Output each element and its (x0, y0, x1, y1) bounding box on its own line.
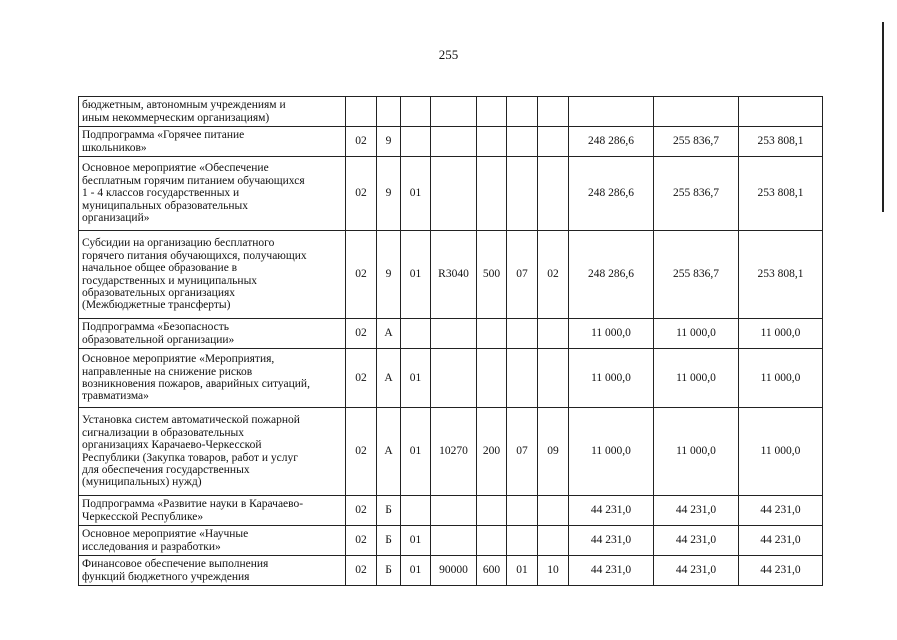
code-cell-c1: 02 (346, 496, 377, 526)
code-cell-c5: 200 (477, 408, 507, 496)
description-line: организациях Карачаево-Черкесской (82, 439, 262, 452)
amount-cell-v1: 248 286,6 (569, 157, 654, 231)
code-cell-c1: 02 (346, 349, 377, 408)
amount-cell-v1: 44 231,0 (569, 526, 654, 556)
description-line: горячего питания обучающихся, получающих (82, 249, 307, 262)
code-cell-c1: 02 (346, 408, 377, 496)
code-cell-c5 (477, 496, 507, 526)
table-row (79, 408, 823, 496)
code-cell-c4 (431, 319, 477, 349)
amount-cell-v3: 253 808,1 (739, 231, 823, 319)
row-description (79, 127, 346, 157)
code-cell-c4 (431, 97, 477, 127)
table-row (79, 556, 823, 586)
description-line: Черкесской Республике» (82, 510, 204, 523)
amount-cell-v1: 11 000,0 (569, 349, 654, 408)
description-line: для обеспечения государственных (82, 463, 250, 476)
code-cell-c5 (477, 127, 507, 157)
code-cell-c5 (477, 319, 507, 349)
description-line: (Межбюджетные трансферты) (82, 299, 231, 312)
code-cell-c4: 10270 (431, 408, 477, 496)
code-cell-c2: 9 (377, 127, 401, 157)
amount-cell-v2 (654, 97, 739, 127)
amount-cell-v3 (739, 97, 823, 127)
code-cell-c6 (507, 127, 538, 157)
table-row (79, 526, 823, 556)
code-cell-c4 (431, 127, 477, 157)
description-line: 1 - 4 классов государственных и (82, 187, 240, 200)
code-cell-c5 (477, 97, 507, 127)
description-line: функций бюджетного учреждения (82, 570, 250, 583)
table-row (79, 349, 823, 408)
code-cell-c2: А (377, 319, 401, 349)
code-cell-c6 (507, 97, 538, 127)
code-cell-c3: 01 (401, 526, 431, 556)
description-line: образовательной организации» (82, 333, 235, 346)
code-cell-c1: 02 (346, 157, 377, 231)
amount-cell-v3: 44 231,0 (739, 526, 823, 556)
code-cell-c3: 01 (401, 556, 431, 586)
description-line: Установка систем автоматической пожарной (82, 414, 300, 427)
code-cell-c5 (477, 349, 507, 408)
code-cell-c2: 9 (377, 157, 401, 231)
code-cell-c6 (507, 526, 538, 556)
code-cell-c4 (431, 496, 477, 526)
code-cell-c3: 01 (401, 408, 431, 496)
amount-cell-v2: 11 000,0 (654, 408, 739, 496)
code-cell-c7 (538, 97, 569, 127)
description-line: бесплатным горячим питанием обучающихся (82, 174, 305, 187)
code-cell-c3: 01 (401, 231, 431, 319)
table-row (79, 319, 823, 349)
code-cell-c5 (477, 526, 507, 556)
amount-cell-v3: 253 808,1 (739, 157, 823, 231)
margin-line (882, 22, 884, 212)
code-cell-c6 (507, 157, 538, 231)
description-line: Подпрограмма «Безопасность (82, 321, 230, 334)
row-description (79, 496, 346, 526)
code-cell-c1: 02 (346, 127, 377, 157)
code-cell-c7 (538, 319, 569, 349)
description-line: исследования и разработки» (82, 540, 221, 553)
amount-cell-v2: 255 836,7 (654, 127, 739, 157)
row-description (79, 349, 346, 408)
description-line: Финансовое обеспечение выполнения (82, 558, 269, 571)
code-cell-c3 (401, 97, 431, 127)
amount-cell-v2: 255 836,7 (654, 157, 739, 231)
description-line: иным некоммерческим организациям) (82, 111, 270, 124)
description-line: Подпрограмма «Горячее питание (82, 129, 245, 142)
description-line: Основное мероприятие «Обеспечение (82, 162, 269, 175)
table-body (79, 97, 823, 586)
description-line: Республики (Закупка товаров, работ и услуг (82, 451, 298, 464)
row-description (79, 526, 346, 556)
code-cell-c1: 02 (346, 526, 377, 556)
amount-cell-v1: 44 231,0 (569, 496, 654, 526)
description-line: организаций» (82, 212, 150, 225)
amount-cell-v2: 11 000,0 (654, 349, 739, 408)
code-cell-c3: 01 (401, 157, 431, 231)
code-cell-c7: 02 (538, 231, 569, 319)
code-cell-c2: А (377, 349, 401, 408)
code-cell-c2 (377, 97, 401, 127)
code-cell-c4 (431, 526, 477, 556)
description-line: образовательных организациях (82, 286, 236, 299)
row-description (79, 97, 346, 127)
row-description (79, 319, 346, 349)
amount-cell-v1: 248 286,6 (569, 231, 654, 319)
description-line: Основное мероприятие «Научные (82, 528, 249, 541)
description-line: возникновения пожаров, аварийных ситуаций, (82, 378, 310, 390)
amount-cell-v2: 255 836,7 (654, 231, 739, 319)
description-line: Субсидии на организацию бесплатного (82, 237, 275, 250)
description-line: направленные на снижение рисков (82, 365, 253, 378)
amount-cell-v3: 253 808,1 (739, 127, 823, 157)
description-line: школьников» (82, 141, 147, 154)
page-number: 255 (438, 47, 459, 62)
code-cell-c5 (477, 157, 507, 231)
code-cell-c7: 10 (538, 556, 569, 586)
code-cell-c4: 90000 (431, 556, 477, 586)
row-description (79, 157, 346, 231)
code-cell-c3 (401, 496, 431, 526)
amount-cell-v1: 11 000,0 (569, 319, 654, 349)
code-cell-c7 (538, 496, 569, 526)
code-cell-c7: 09 (538, 408, 569, 496)
amount-cell-v3: 11 000,0 (739, 319, 823, 349)
table-row (79, 496, 823, 526)
code-cell-c5: 600 (477, 556, 507, 586)
code-cell-c7 (538, 157, 569, 231)
row-description (79, 231, 346, 319)
code-cell-c5: 500 (477, 231, 507, 319)
amount-cell-v1: 11 000,0 (569, 408, 654, 496)
amount-cell-v3: 44 231,0 (739, 556, 823, 586)
description-line: бюджетным, автономным учреждениям и (82, 99, 286, 112)
amount-cell-v1: 248 286,6 (569, 127, 654, 157)
code-cell-c6 (507, 496, 538, 526)
code-cell-c6: 07 (507, 408, 538, 496)
amount-cell-v2: 44 231,0 (654, 526, 739, 556)
code-cell-c6 (507, 349, 538, 408)
code-cell-c6 (507, 319, 538, 349)
code-cell-c7 (538, 127, 569, 157)
amount-cell-v3: 44 231,0 (739, 496, 823, 526)
code-cell-c1: 02 (346, 319, 377, 349)
code-cell-c2: 9 (377, 231, 401, 319)
description-line: травматизма» (82, 390, 149, 403)
table-row (79, 231, 823, 319)
description-line: государственных и муниципальных (82, 274, 258, 287)
amount-cell-v2: 11 000,0 (654, 319, 739, 349)
amount-cell-v1: 44 231,0 (569, 556, 654, 586)
table-row (79, 97, 823, 127)
code-cell-c2: А (377, 408, 401, 496)
code-cell-c1 (346, 97, 377, 127)
code-cell-c4: R3040 (431, 231, 477, 319)
code-cell-c4 (431, 157, 477, 231)
row-description (79, 408, 346, 496)
description-line: муниципальных образовательных (82, 199, 249, 212)
table-row (79, 127, 823, 157)
code-cell-c7 (538, 526, 569, 556)
code-cell-c1: 02 (346, 556, 377, 586)
budget-table (78, 96, 823, 586)
amount-cell-v2: 44 231,0 (654, 496, 739, 526)
code-cell-c2: Б (377, 526, 401, 556)
code-cell-c7 (538, 349, 569, 408)
description-line: Основное мероприятие «Мероприятия, (82, 353, 275, 366)
code-cell-c6: 01 (507, 556, 538, 586)
code-cell-c3 (401, 319, 431, 349)
description-line: (муниципальных) нужд) (82, 476, 202, 489)
code-cell-c4 (431, 349, 477, 408)
row-description (79, 556, 346, 586)
code-cell-c3: 01 (401, 349, 431, 408)
amount-cell-v3: 11 000,0 (739, 349, 823, 408)
amount-cell-v2: 44 231,0 (654, 556, 739, 586)
amount-cell-v3: 11 000,0 (739, 408, 823, 496)
code-cell-c3 (401, 127, 431, 157)
table-row (79, 157, 823, 231)
description-line: сигнализации в образовательных (82, 426, 245, 439)
code-cell-c2: Б (377, 496, 401, 526)
code-cell-c6: 07 (507, 231, 538, 319)
code-cell-c1: 02 (346, 231, 377, 319)
description-line: начальное общее образование в (82, 262, 238, 275)
code-cell-c2: Б (377, 556, 401, 586)
amount-cell-v1 (569, 97, 654, 127)
description-line: Подпрограмма «Развитие науки в Карачаево- (82, 498, 304, 511)
